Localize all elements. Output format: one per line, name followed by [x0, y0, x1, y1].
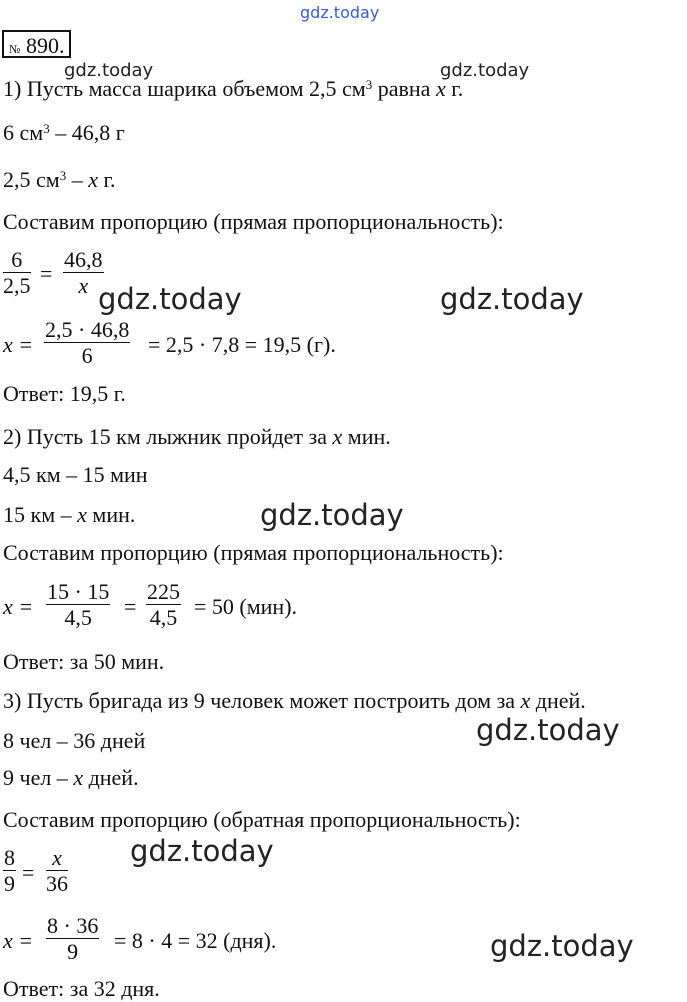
- part1-intro: 1) Пусть масса шарика объемом 2,5 $см^3$ равна x г.: [3, 76, 464, 101]
- watermark: gdz.today: [64, 60, 154, 81]
- watermark: gdz.today: [98, 282, 242, 316]
- part1-calc-result: = 2,5 · 7,8 = 19,5 (г).: [148, 332, 336, 357]
- part2-row1: 4,5 км – 15 мин: [3, 462, 148, 487]
- part3-fraction-right: $\frac{x}{36}$: [46, 845, 68, 896]
- part3-calc-fraction: $\frac{8 \cdot 36}{9}$: [47, 913, 99, 964]
- part2-answer: Ответ: за 50 мин.: [3, 649, 165, 674]
- part3-row2: 9 чел – x дней.: [3, 765, 139, 790]
- part2-row2: 15 км – x мин.: [3, 502, 136, 527]
- part1-proportion-title: Составим пропорцию (прямая пропорциональность):: [3, 209, 504, 234]
- part1-row2: 2,5 $см^3$ – x г.: [3, 167, 116, 192]
- watermark: gdz.today: [490, 929, 634, 963]
- part3-row1: 8 чел – 36 дней: [3, 728, 146, 753]
- task-number: 890.: [25, 33, 65, 58]
- part1-equals: =: [40, 261, 53, 286]
- part1-row1: 6 $см^3 - 46,8$ г: [3, 120, 125, 145]
- part2-x-equals: x =: [3, 594, 34, 619]
- part3-x-equals: x =: [3, 928, 34, 953]
- part3-equals: =: [22, 860, 35, 885]
- part1-fraction-left: $\frac{6}{2,5}$: [3, 247, 31, 298]
- part2-equals: =: [124, 594, 137, 619]
- watermark: gdz.today: [476, 713, 620, 747]
- part3-answer: Ответ: за 32 дня.: [3, 976, 160, 1001]
- part1-fraction-right: $\frac{46,8}{x}$: [64, 247, 103, 298]
- watermark: gdz.today: [440, 60, 530, 81]
- number-sign: №: [9, 42, 21, 56]
- part2-result: = 50 (мин).: [194, 594, 298, 619]
- task-number-box: [2, 30, 71, 58]
- watermark: gdz.today: [440, 282, 584, 316]
- watermark-top: gdz.today: [300, 3, 380, 22]
- part2-fraction-1: $\frac{15 \cdot 15}{4,5}$: [47, 579, 110, 630]
- part2-proportion-title: Составим пропорцию (прямая пропорциональность):: [3, 540, 504, 565]
- part3-intro: 3) Пусть бригада из 9 человек может построить дом за x дней.: [3, 688, 586, 713]
- watermark: gdz.today: [130, 834, 274, 868]
- part3-calc-result: = 8 · 4 = 32 (дня).: [114, 928, 277, 953]
- watermark: gdz.today: [260, 498, 404, 532]
- part1-calc-fraction: $\frac{2,5 \cdot 46,8}{6}$: [45, 317, 130, 368]
- part3-fraction-left: $\frac{8}{9}$: [4, 845, 15, 896]
- part2-intro: 2) Пусть 15 км лыжник пройдет за x мин.: [3, 424, 391, 449]
- part1-x-equals: x =: [3, 332, 34, 357]
- part2-fraction-2: $\frac{225}{4,5}$: [147, 579, 180, 630]
- part3-proportion-title: Составим пропорцию (обратная пропорциональность):: [3, 807, 521, 832]
- part1-answer: Ответ: 19,5 г.: [3, 381, 126, 406]
